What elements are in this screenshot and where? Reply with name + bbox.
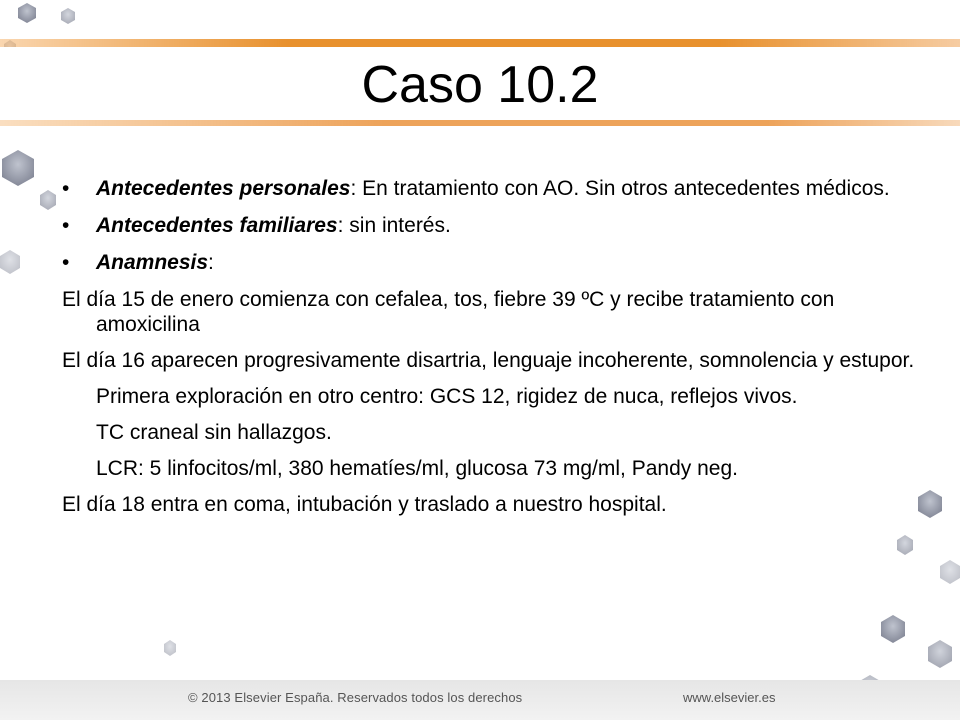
paragraph-day-18: El día 18 entra en coma, intubación y traslado a nuestro hospital. <box>62 493 667 516</box>
paragraph-tc: TC craneal sin hallazgos. <box>96 421 332 444</box>
paragraph-first-exploration: Primera exploración en otro centro: GCS 12, rigidez de nuca, reflejos vivos. <box>96 385 798 408</box>
bullet-text: : <box>208 251 214 274</box>
paragraph-day-16: El día 16 aparecen progresivamente disartria, lenguaje incoherente, somnolencia y estupor. <box>62 349 915 372</box>
footer-url: www.elsevier.es <box>683 690 776 705</box>
bullet-term: Antecedentes familiares <box>96 214 338 237</box>
bullet-antecedentes-familiares <box>62 213 922 238</box>
slide-body <box>62 176 922 528</box>
paragraph-day-15: El día 15 de enero comienza con cefalea, tos, fiebre 39 ºC y recibe tratamiento con amoxicilina <box>62 288 835 336</box>
bullet-antecedentes-personales <box>62 176 922 201</box>
bullet-text: : sin interés. <box>337 214 451 237</box>
footer-copyright: © 2013 Elsevier España. Reservados todos los derechos <box>188 690 523 705</box>
title-bottom-accent-band <box>0 120 960 126</box>
bullet-term: Anamnesis <box>96 251 209 274</box>
bullet-text: : En tratamiento con AO. Sin otros antecedentes médicos. <box>350 177 890 200</box>
paragraph-lcr: LCR: 5 linfocitos/ml, 380 hematíes/ml, glucosa 73 mg/ml, Pandy neg. <box>96 457 738 480</box>
bullet-marker: • <box>62 251 70 274</box>
bullet-anamnesis <box>62 250 922 275</box>
title-top-accent-band <box>0 39 960 47</box>
bullet-marker: • <box>62 214 70 237</box>
bullet-term: Antecedentes personales <box>96 177 351 200</box>
slide-title: Caso 10.2 <box>361 56 599 114</box>
bullet-marker: • <box>62 177 70 200</box>
